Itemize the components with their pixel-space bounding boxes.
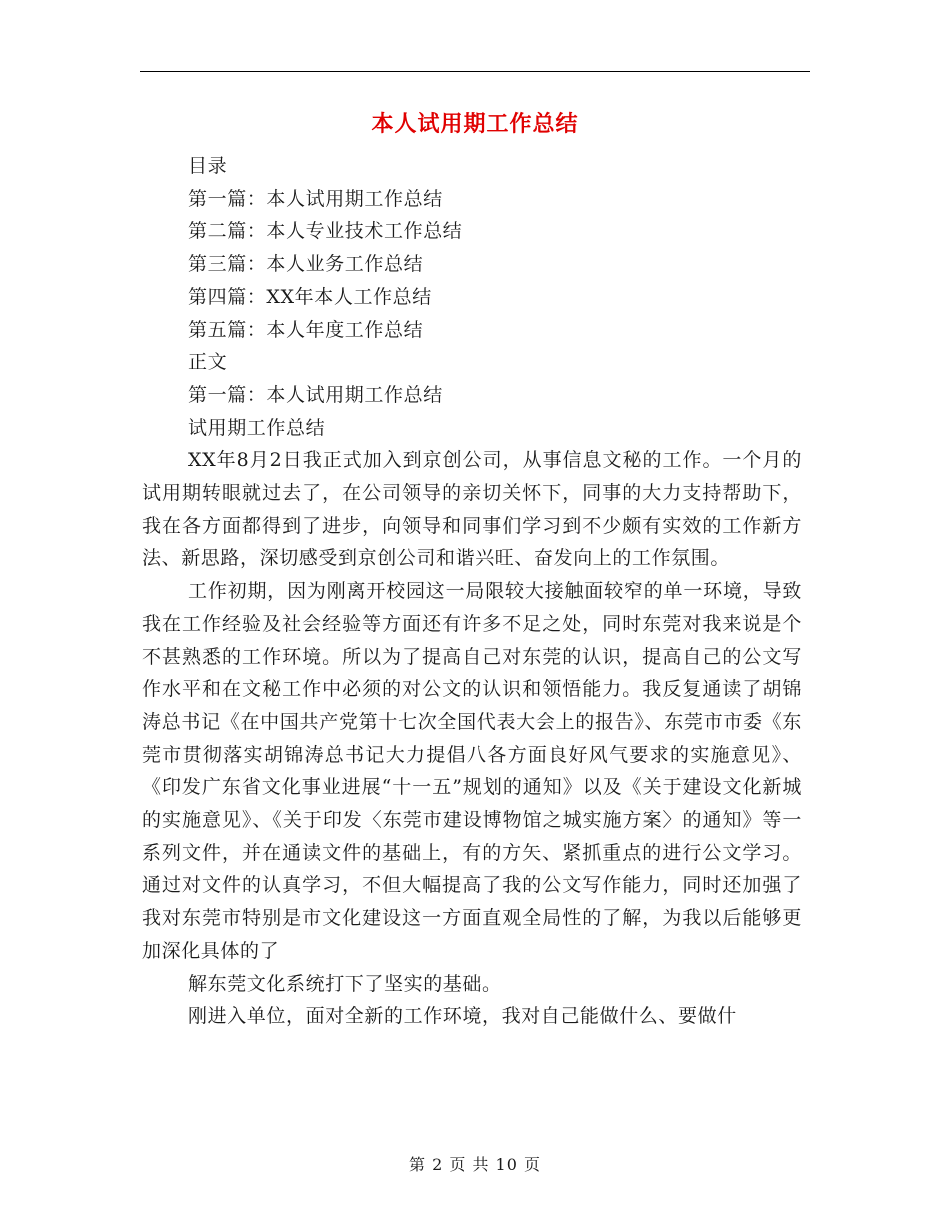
document-body: [142, 150, 802, 1033]
paragraph: 解东莞文化系统打下了坚实的基础。: [188, 972, 502, 995]
body-heading: 正文: [188, 351, 228, 374]
section-subtitle: 试用期工作总结: [188, 416, 326, 439]
toc-item: 第四篇：XX年本人工作总结: [188, 285, 432, 308]
page-number: 第 2 页 共 10 页: [409, 1155, 541, 1174]
paragraph: XX年8月2日我正式加入到京创公司，从事信息文秘的工作。一个月的试用期转眼就过去了，在公司领导的亲切关怀下，同事的大力支持帮助下，我在各方面都得到了进步，向领导和同事们学习到不少颇有实效的工作新方法、新思路，深切感受到京创公司和谐兴旺、奋发向上的工作氛围。: [142, 449, 802, 570]
section-title: 第一篇：本人试用期工作总结: [188, 383, 443, 406]
toc-item: 第五篇：本人年度工作总结: [188, 318, 424, 341]
toc-item: 第二篇：本人专业技术工作总结: [188, 220, 463, 243]
paragraph: 刚进入单位，面对全新的工作环境，我对自己能做什么、要做什: [188, 1005, 737, 1028]
toc-item: 第一篇：本人试用期工作总结: [188, 187, 443, 210]
document-title: 本人试用期工作总结: [371, 112, 579, 137]
toc-heading: 目录: [188, 155, 228, 177]
toc-item: 第三篇：本人业务工作总结: [188, 253, 424, 276]
header-rule: [140, 71, 810, 72]
paragraph: 工作初期，因为刚离开校园这一局限较大接触面较窄的单一环境，导致我在工作经验及社会经验等方面还有许多不足之处，同时东莞对我来说是个不甚熟悉的工作环境。所以为了提高自己对东莞的认识，提高自己的公文写作水平和在文秘工作中必须的对公文的认识和领悟能力。我反复通读了胡锦涛总书记《在中国共产党第十七次全国代表大会上的报告》、东莞市市委《东莞市贯彻落实胡锦涛总书记大力提倡八各方面良好风气要求的实施意见》、《印发广东省文化事业进展“十一五”规划的通知》以及《关于建设文化新城的实施意见》、《关于印发〈东莞市建设博物馆之城实施方案〉的通知》等一系列文件，并在通读文件的基础上，有的方矢、紧抓重点的进行公文学习。通过对文件的认真学习，不但大幅提高了我的公文写作能力，同时还加强了我对东莞市特别是市文化建设这一方面直观全局性的了解，为我以后能够更加深化具体的了: [142, 580, 802, 962]
